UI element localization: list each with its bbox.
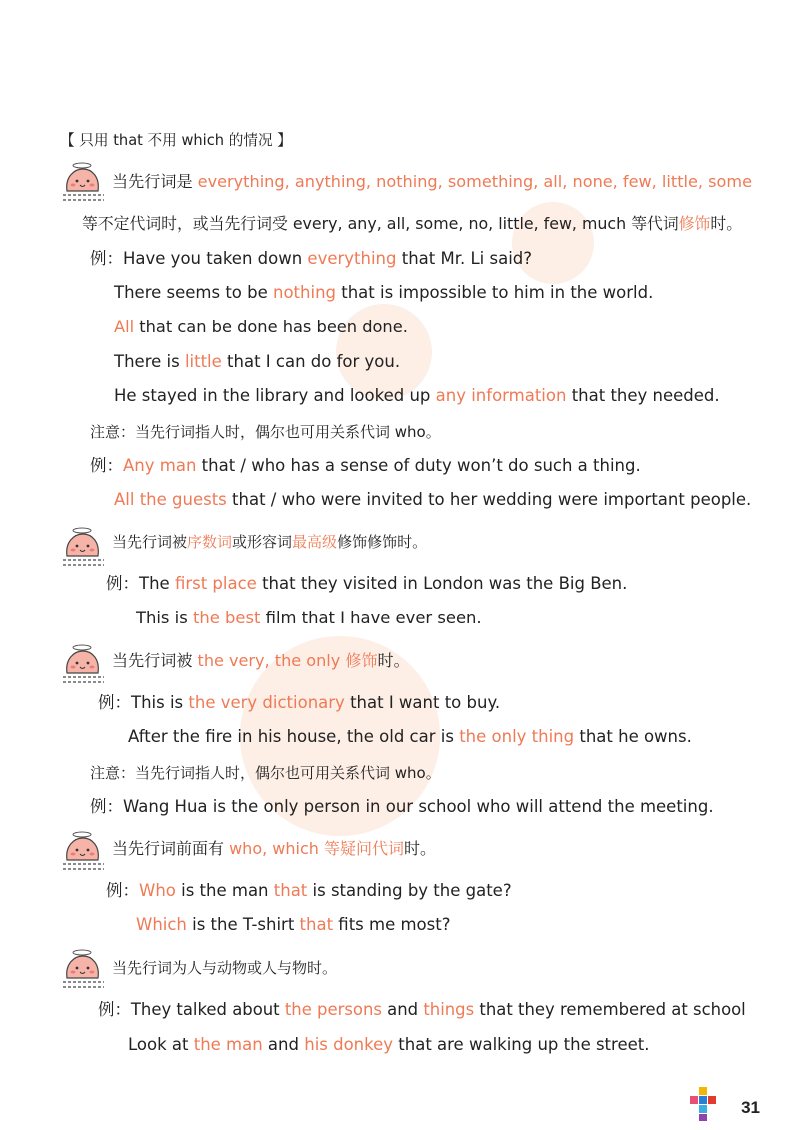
highlighted-term: who, which 等疑问代词 (229, 839, 404, 858)
rule-4-heading (112, 838, 436, 860)
text-segment: that / who were invited to her wedding were important people. (226, 490, 752, 509)
logo-glyph (690, 1087, 716, 1121)
text-segment: and (381, 1000, 424, 1019)
angel-blob-icon (62, 161, 106, 205)
highlighted-term: the only thing (459, 727, 575, 746)
text-segment: After the fire in his house, the old car is (128, 727, 460, 746)
highlighted-term: the very, the only 修饰 (197, 651, 378, 670)
mascot-glyph (63, 163, 104, 200)
text-segment: There is (114, 352, 185, 371)
example-line (90, 248, 532, 270)
text-segment: 修饰修饰时。 (337, 533, 428, 551)
angel-blob-icon (62, 643, 106, 687)
rule-5-heading (112, 957, 337, 979)
rule-3-heading (112, 650, 410, 672)
text-segment: 例：They talked about (98, 1000, 285, 1019)
text-segment: 注意：当先行词指人时，偶尔也可用关系代词 who。 (90, 423, 441, 441)
text-segment: that / who has a sense of duty won’t do such a thing. (196, 456, 641, 475)
text-segment: film that I have ever seen. (260, 608, 482, 627)
note-line (90, 762, 441, 784)
highlighted-term: Any man (123, 456, 197, 475)
angel-blob-icon (62, 830, 106, 874)
text-segment: 例：This is (98, 693, 189, 712)
text-segment: 例： (90, 456, 123, 475)
example-line (106, 573, 627, 595)
text-segment: is the T-shirt (186, 915, 300, 934)
highlighted-term: little (184, 352, 222, 371)
highlighted-term: 修饰 (678, 214, 711, 233)
text-segment: 或形容词 (232, 533, 293, 551)
text-segment: which (181, 132, 225, 149)
example-line (128, 1034, 649, 1056)
example-line (90, 796, 714, 818)
text-segment: This is (136, 608, 193, 627)
text-segment: that Mr. Li said? (396, 249, 533, 268)
example-line (114, 351, 400, 373)
text-segment: 的情况 】 (224, 132, 292, 149)
highlighted-term: All (114, 317, 135, 336)
text-segment: that (113, 132, 143, 149)
text-segment: that is impossible to him in the world. (336, 283, 654, 302)
highlighted-term: the man (193, 1035, 263, 1054)
text-segment: 例：The (106, 574, 175, 593)
highlighted-term: Which (136, 915, 187, 934)
highlighted-term: everything (307, 249, 397, 268)
highlighted-term: everything, anything, nothing, something, all, none, few, little, some (197, 172, 752, 191)
example-line (114, 489, 751, 511)
section-title (60, 130, 292, 152)
text-segment: fits me most? (333, 915, 451, 934)
text-segment: 时。 (710, 214, 743, 233)
highlighted-term: that (299, 915, 334, 934)
text-segment: He stayed in the library and looked up (114, 386, 436, 405)
text-segment: that are walking up the street. (393, 1035, 650, 1054)
highlighted-term: that (273, 881, 308, 900)
text-segment: is the man (175, 881, 274, 900)
example-line (106, 880, 512, 902)
highlighted-term: his donkey (304, 1035, 394, 1054)
text-segment: every, any, all, some, no, little, few, much (292, 214, 627, 233)
highlighted-term: the persons (284, 1000, 382, 1019)
mascot-glyph (63, 832, 104, 869)
text-segment: 时。 (403, 839, 436, 858)
rule-2-heading (112, 531, 427, 553)
mascot-glyph (63, 645, 104, 682)
logo-icon (690, 1087, 716, 1121)
page-number: 31 (741, 1098, 760, 1117)
note-line (90, 421, 441, 443)
text-segment: 例：Wang Hua is the only person in our school who will attend the meeting. (90, 797, 714, 816)
example-line (98, 999, 746, 1021)
text-segment: 当先行词被 (112, 651, 198, 670)
highlighted-term: 最高级 (292, 533, 338, 551)
text-segment: 例： (106, 881, 139, 900)
example-line (90, 455, 641, 477)
highlighted-term: the very dictionary (188, 693, 345, 712)
highlighted-term: nothing (273, 283, 336, 302)
text-segment: that can be done has been done. (134, 317, 408, 336)
example-line (114, 316, 408, 338)
highlighted-term: first place (174, 574, 257, 593)
rule-1-heading-cont (82, 213, 742, 235)
highlighted-term: the best (192, 608, 261, 627)
angel-blob-icon (62, 526, 106, 570)
angel-blob-icon (62, 948, 106, 992)
example-line (128, 726, 692, 748)
example-line (98, 692, 500, 714)
highlighted-term: 序数词 (187, 533, 233, 551)
text-segment: Look at (128, 1035, 194, 1054)
text-segment: 【 只用 (60, 132, 114, 149)
highlighted-term: things (423, 1000, 475, 1019)
text-segment: that they remembered at school (474, 1000, 746, 1019)
text-segment: 当先行词被 (112, 533, 188, 551)
text-segment: There seems to be (114, 283, 273, 302)
highlighted-term: Who (139, 881, 176, 900)
text-segment: that they visited in London was the Big Ben. (256, 574, 628, 593)
text-segment: 例：Have you taken down (90, 249, 308, 268)
text-segment: 时。 (377, 651, 410, 670)
text-segment: and (262, 1035, 305, 1054)
example-line (114, 385, 720, 407)
example-line (114, 282, 653, 304)
text-segment: 当先行词前面有 (112, 839, 230, 858)
text-segment: is standing by the gate? (307, 881, 512, 900)
highlighted-term: All the guests (114, 490, 227, 509)
text-segment: that I can do for you. (221, 352, 401, 371)
text-segment: that they needed. (566, 386, 720, 405)
mascot-glyph (63, 528, 104, 565)
text-segment: 注意：当先行词指人时，偶尔也可用关系代词 who。 (90, 764, 441, 782)
text-segment: that he owns. (574, 727, 692, 746)
rule-1-heading (112, 171, 752, 193)
example-line (136, 914, 450, 936)
example-line (136, 607, 482, 629)
text-segment: 当先行词是 (112, 172, 198, 191)
highlighted-term: any information (435, 386, 567, 405)
text-segment: 等不定代词时，或当先行词受 (82, 214, 293, 233)
text-segment: that I want to buy. (344, 693, 501, 712)
text-segment: 当先行词为人与动物或人与物时。 (112, 959, 338, 977)
mascot-glyph (63, 950, 104, 987)
text-segment: 不用 (142, 132, 182, 149)
text-segment: 等代词 (626, 214, 679, 233)
